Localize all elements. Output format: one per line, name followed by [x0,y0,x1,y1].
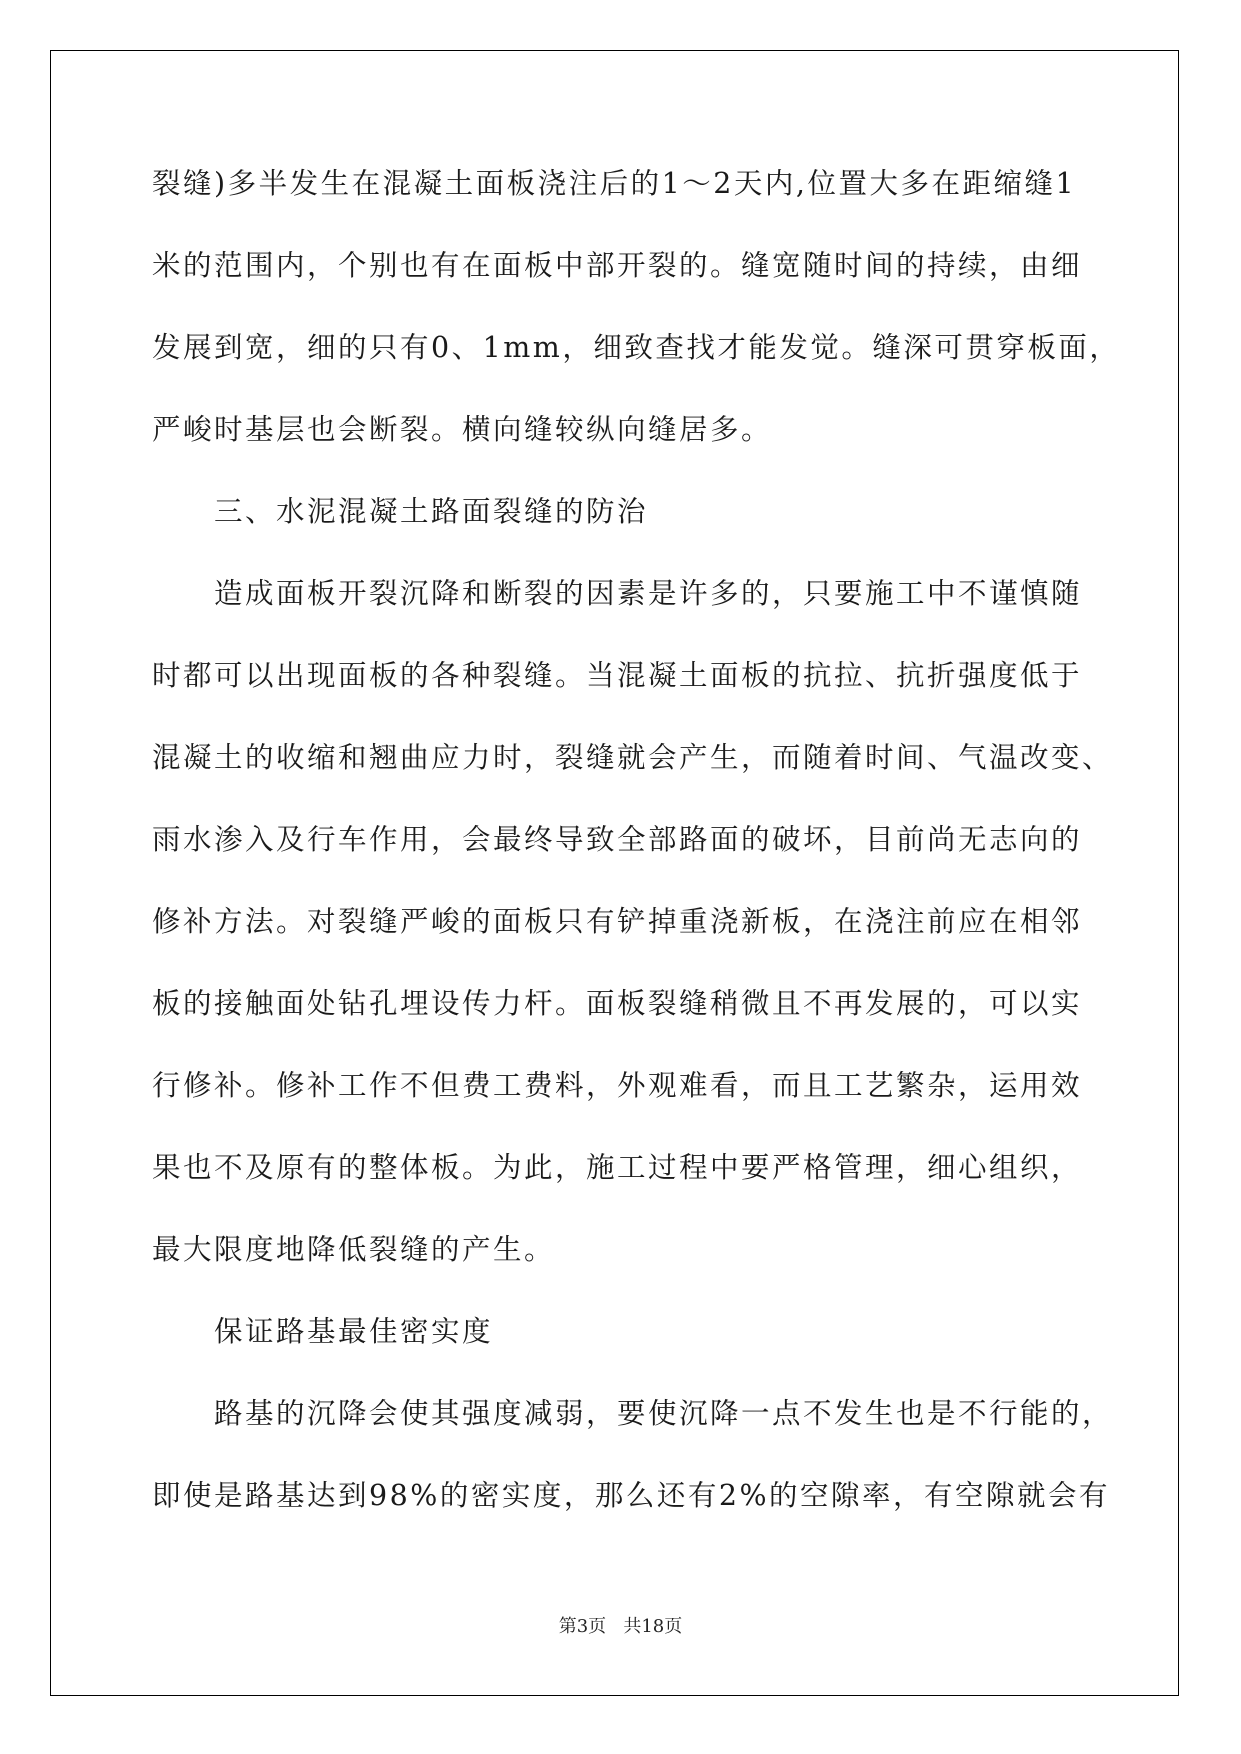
text-line: 修补方法。对裂缝严峻的面板只有铲掉重浇新板，在浇注前应在相邻 [152,905,1083,938]
text-line: 发展到宽，细的只有0、1mm，细致查找才能发觉。缝深可贯穿板面， [152,331,1121,364]
document-body [152,160,1121,1554]
section-heading: 三、水泥混凝土路面裂缝的防治 [214,495,649,528]
page-total: 共18页 [623,1616,683,1637]
text-line: 时都可以出现面板的各种裂缝。当混凝土面板的抗拉、抗折强度低于 [152,659,1083,692]
text-line: 严峻时基层也会断裂。横向缝较纵向缝居多。 [152,413,773,446]
page-footer [0,1612,1241,1638]
text-line: 造成面板开裂沉降和断裂的因素是许多的，只要施工中不谨慎随 [214,577,1083,610]
text-line: 雨水渗入及行车作用，会最终导致全部路面的破坏，目前尚无志向的 [152,823,1083,856]
text-line: 果也不及原有的整体板。为此，施工过程中要严格管理，细心组织， [152,1151,1083,1184]
text-line: 最大限度地降低裂缝的产生。 [152,1233,556,1266]
text-line: 路基的沉降会使其强度减弱，要使沉降一点不发生也是不行能的， [214,1397,1114,1430]
text-line: 行修补。修补工作不但费工费料，外观难看，而且工艺繁杂，运用效 [152,1069,1083,1102]
text-line: 米的范围内，个别也有在面板中部开裂的。缝宽随时间的持续，由细 [152,249,1083,282]
section-heading: 保证路基最佳密实度 [214,1315,494,1348]
text-line: 裂缝)多半发生在混凝土面板浇注后的1～2天内,位置大多在距缩缝1 [152,167,1077,200]
text-line: 混凝土的收缩和翘曲应力时，裂缝就会产生，而随着时间、气温改变、 [152,741,1114,774]
page-number: 第3页 [558,1616,607,1637]
text-line: 板的接触面处钻孔埋设传力杆。面板裂缝稍微且不再发展的，可以实 [152,987,1083,1020]
text-line: 即使是路基达到98%的密实度，那么还有2%的空隙率，有空隙就会有 [152,1479,1111,1512]
